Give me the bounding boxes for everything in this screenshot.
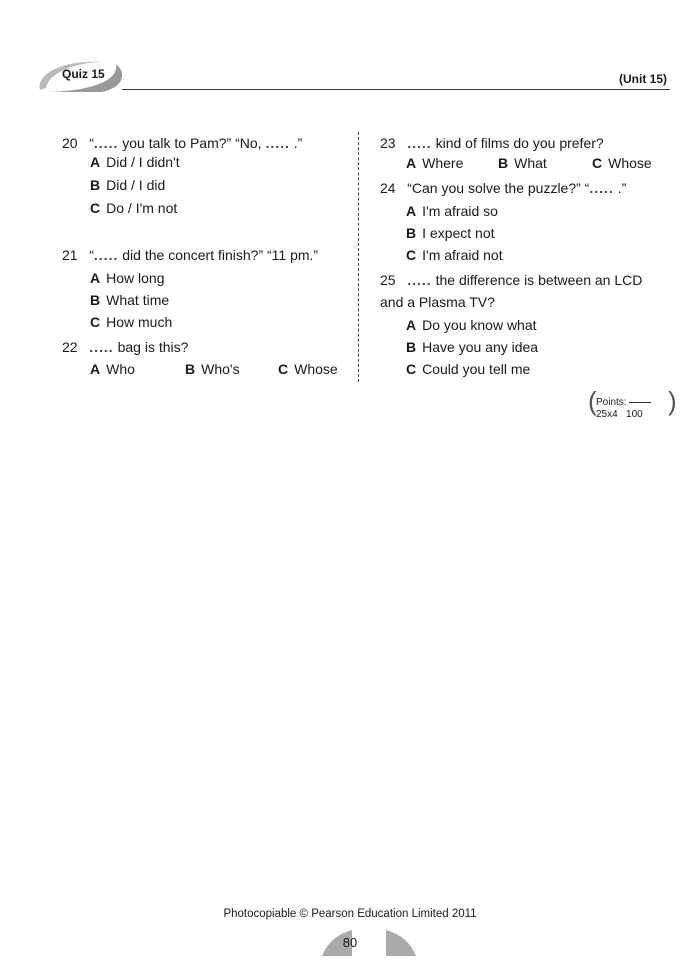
question-22 xyxy=(62,338,188,356)
text: ..... xyxy=(265,135,290,151)
text: Do you know what xyxy=(422,317,537,333)
points-total: 100 xyxy=(626,409,643,420)
text: A xyxy=(406,317,417,333)
text: “ xyxy=(89,135,94,151)
text: Who's xyxy=(201,361,240,377)
text: Whose xyxy=(608,155,652,171)
question-25-continued: and a Plasma TV? xyxy=(380,294,495,310)
text: B xyxy=(185,361,196,377)
text: 21 xyxy=(62,247,78,263)
option-23-a xyxy=(406,154,463,172)
text: 25 xyxy=(380,272,396,288)
option-21-c xyxy=(90,313,172,331)
question-25 xyxy=(380,271,642,289)
question-21 xyxy=(62,246,318,264)
option-25-a xyxy=(406,316,537,334)
text: “Can you solve the puzzle?” “ xyxy=(407,180,590,196)
text: 22 xyxy=(62,339,78,355)
text: you talk to Pam?” “No, xyxy=(122,135,262,151)
option-21-b xyxy=(90,291,169,309)
text: I'm afraid not xyxy=(422,247,503,263)
option-20-b xyxy=(90,176,165,194)
text: Who xyxy=(106,361,135,377)
points-formula: 25x4 xyxy=(596,409,618,420)
text: A xyxy=(90,270,101,286)
text: What xyxy=(514,155,547,171)
option-24-c xyxy=(406,246,503,264)
text: Do / I'm not xyxy=(106,200,178,216)
option-20-a xyxy=(90,153,180,171)
page-number: 80 xyxy=(342,935,358,950)
text: C xyxy=(406,361,417,377)
text: did the concert finish?” “11 pm.” xyxy=(122,247,319,263)
text: I expect not xyxy=(422,225,495,241)
text: 20 xyxy=(62,135,78,151)
text: B xyxy=(498,155,509,171)
option-23-b xyxy=(498,154,547,172)
text: A xyxy=(406,155,417,171)
text: How long xyxy=(106,270,165,286)
text: Have you any idea xyxy=(422,339,539,355)
question-23 xyxy=(380,134,604,152)
text: B xyxy=(90,177,101,193)
question-20 xyxy=(62,134,302,152)
text: How much xyxy=(106,314,173,330)
text: the difference is between an LCD xyxy=(435,272,643,288)
text: “ xyxy=(89,247,94,263)
option-20-c xyxy=(90,199,177,217)
text: C xyxy=(90,200,101,216)
header-rule xyxy=(122,89,670,90)
text: C xyxy=(592,155,603,171)
points-box: ( ) Points: 25x4 100 xyxy=(588,386,677,420)
option-21-a xyxy=(90,269,165,287)
option-23-c xyxy=(592,154,652,172)
copyright-footer: Photocopiable © Pearson Education Limited 2011 xyxy=(223,908,477,920)
text: B xyxy=(406,225,417,241)
text: Where xyxy=(422,155,464,171)
text: ..... xyxy=(93,135,119,151)
column-divider xyxy=(358,132,359,382)
text: ..... xyxy=(89,339,114,355)
text: B xyxy=(90,292,101,308)
text: Did / I did xyxy=(106,177,166,193)
text: A xyxy=(90,154,101,170)
unit-label: (Unit 15) xyxy=(619,72,667,86)
text: ..... xyxy=(93,247,119,263)
text: ..... xyxy=(407,272,432,288)
text: ..... xyxy=(589,180,614,196)
text: ..... xyxy=(407,135,432,151)
quiz-title: Quiz 15 xyxy=(62,67,105,81)
option-25-b xyxy=(406,338,538,356)
text: kind of films do you prefer? xyxy=(435,135,604,151)
option-22-b xyxy=(185,360,240,378)
text: 23 xyxy=(380,135,396,151)
text: 24 xyxy=(380,180,396,196)
option-24-a xyxy=(406,202,498,220)
question-24 xyxy=(380,179,626,197)
text: Could you tell me xyxy=(422,361,531,377)
option-25-c xyxy=(406,360,530,378)
text: A xyxy=(90,361,101,377)
text: What time xyxy=(106,292,170,308)
option-22-a xyxy=(90,360,135,378)
text: .” xyxy=(293,135,303,151)
text: C xyxy=(90,314,101,330)
text: bag is this? xyxy=(117,339,189,355)
text: C xyxy=(406,247,417,263)
text: Did / I didn't xyxy=(106,154,180,170)
text: C xyxy=(278,361,289,377)
text: B xyxy=(406,339,417,355)
text: Whose xyxy=(294,361,338,377)
text: .” xyxy=(617,180,627,196)
text: I'm afraid so xyxy=(422,203,498,219)
text: A xyxy=(406,203,417,219)
option-22-c xyxy=(278,360,338,378)
option-24-b xyxy=(406,224,495,242)
points-label: Points: xyxy=(596,397,627,408)
